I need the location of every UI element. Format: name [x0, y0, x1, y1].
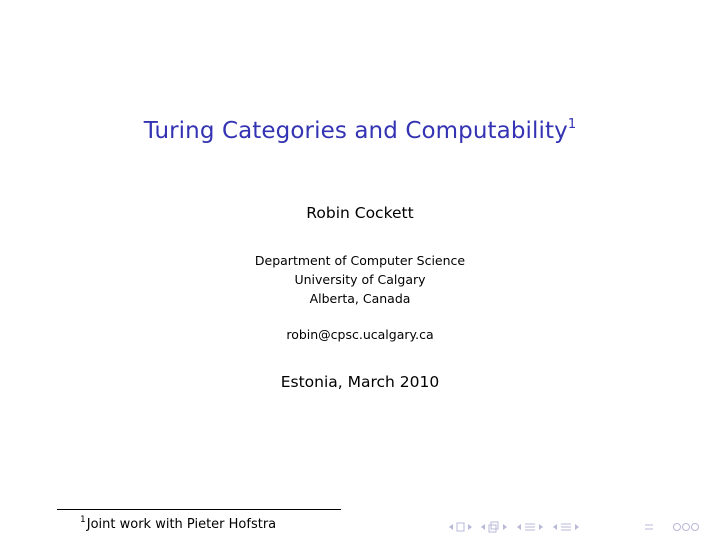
- search-icon[interactable]: [674, 524, 699, 531]
- subsection-icon: [489, 522, 498, 532]
- footnote-text: Joint work with Pieter Hofstra: [86, 517, 277, 532]
- title-footnote-mark: 1: [567, 117, 577, 132]
- affiliation-block: [0, 251, 720, 308]
- next-page-icon[interactable]: [575, 524, 579, 530]
- align-icon[interactable]: [645, 525, 653, 529]
- section-icon: [525, 524, 535, 530]
- author-email: robin@cpsc.ucalgary.ca: [286, 327, 434, 342]
- navigation-icons: [445, 519, 705, 535]
- footnote: [80, 517, 276, 532]
- affiliation-location: Alberta, Canada: [309, 291, 411, 306]
- affiliation-department: Department of Computer Science: [254, 253, 466, 268]
- prev-page-icon[interactable]: [553, 524, 557, 530]
- prev-frame-icon[interactable]: [449, 524, 453, 530]
- footnote-mark: 1: [80, 515, 86, 525]
- prev-subsection-icon[interactable]: [481, 524, 485, 530]
- next-frame-icon[interactable]: [468, 524, 472, 530]
- next-subsection-icon[interactable]: [503, 524, 507, 530]
- author-name: Robin Cockett: [306, 204, 414, 222]
- slide-title: [0, 118, 720, 144]
- footnote-rule: [57, 509, 341, 510]
- affiliation-university: University of Calgary: [294, 272, 426, 287]
- prev-section-icon[interactable]: [517, 524, 521, 530]
- next-section-icon[interactable]: [539, 524, 543, 530]
- title-text: Turing Categories and Computability: [143, 118, 568, 144]
- frame-icon: [457, 523, 464, 531]
- beamer-navigation-bar: [445, 519, 705, 535]
- event-date: Estonia, March 2010: [280, 373, 440, 391]
- document-icon: [561, 524, 571, 530]
